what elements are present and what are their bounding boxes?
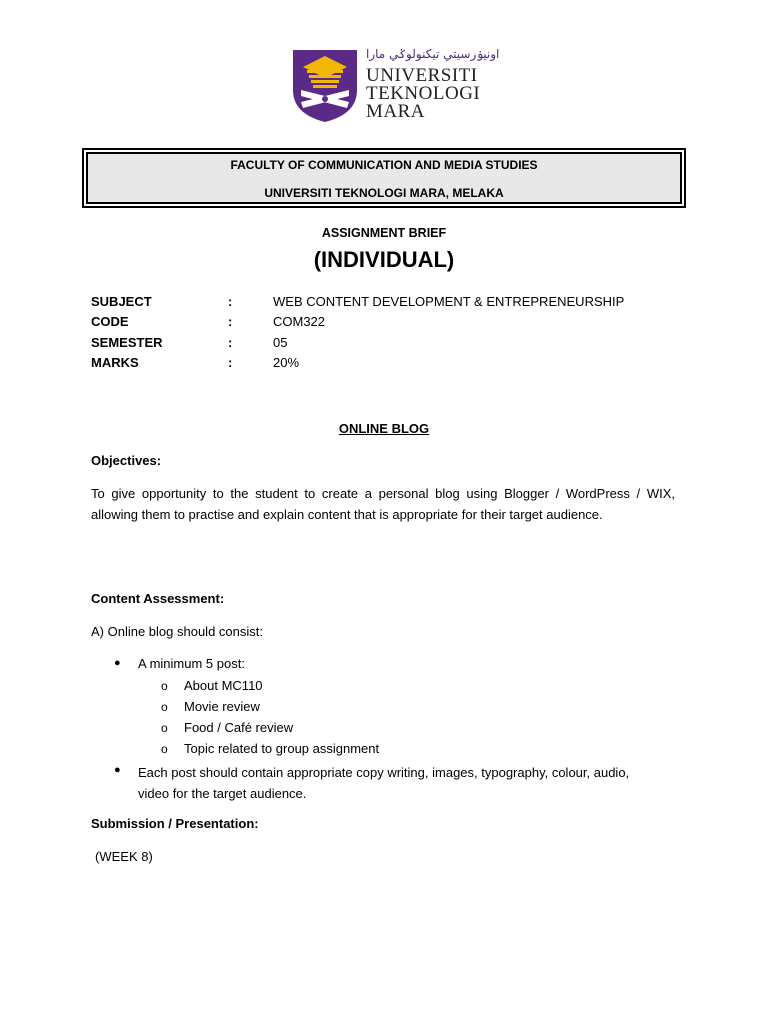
detail-value-subject: WEB CONTENT DEVELOPMENT & ENTREPRENEURSHIP	[273, 294, 625, 309]
detail-value-code: COM322	[273, 314, 326, 329]
bullet-minimum-posts: A minimum 5 post:	[138, 656, 245, 671]
uitm-crest-icon	[291, 46, 361, 124]
detail-label-marks: MARKS	[91, 355, 139, 370]
bullet-icon: ●	[114, 657, 121, 669]
logo-line-3: MARA	[366, 101, 426, 122]
sub-item-topic: Topic related to group assignment	[184, 741, 380, 756]
detail-value-semester: 05	[273, 335, 288, 350]
university-name: UNIVERSITI TEKNOLOGI MARA, MELAKA	[264, 186, 504, 200]
logo-line-1: UNIVERSITI	[366, 65, 478, 86]
faculty-header-box	[82, 148, 686, 208]
detail-label-code: CODE	[91, 314, 129, 329]
objectives-text: To give opportunity to the student to create a personal blog using Blogger / WordPress / WIX, allowing them to practise and explain content that is appropriate for their target audience.	[91, 486, 675, 522]
detail-colon: :	[228, 335, 233, 350]
submission-week: (WEEK 8)	[95, 849, 153, 864]
detail-value-marks: 20%	[273, 355, 300, 370]
sub-bullet-icon: o	[161, 742, 168, 756]
sub-bullet-icon: o	[161, 721, 168, 735]
section-title: ONLINE BLOG	[338, 421, 430, 436]
detail-label-subject: SUBJECT	[91, 294, 152, 309]
logo-line-2: TEKNOLOGI	[366, 83, 481, 104]
detail-colon: :	[228, 355, 233, 370]
bullet-post-requirements: Each post should contain appropriate copy writing, images, typography, colour, audio, video for the target audience.	[138, 765, 630, 801]
detail-colon: :	[228, 294, 233, 309]
submission-heading: Submission / Presentation:	[91, 816, 259, 831]
sub-bullet-icon: o	[161, 700, 168, 714]
bullet-icon: ●	[114, 764, 121, 776]
detail-colon: :	[228, 314, 233, 329]
sub-item-food: Food / Café review	[184, 720, 294, 735]
content-assessment-intro: A) Online blog should consist:	[91, 624, 263, 639]
assignment-type-title: (INDIVIDUAL)	[313, 247, 455, 272]
sub-item-about: About MC110	[184, 678, 263, 693]
faculty-name: FACULTY OF COMMUNICATION AND MEDIA STUDIES	[230, 158, 538, 172]
sub-bullet-icon: o	[161, 679, 168, 693]
objectives-heading: Objectives:	[91, 453, 162, 468]
content-assessment-heading: Content Assessment:	[91, 591, 225, 606]
sub-item-movie: Movie review	[184, 699, 260, 714]
logo-arabic-text: اونيۏرسيتي تيكنولوݢي مارا	[366, 47, 500, 61]
detail-label-semester: SEMESTER	[91, 335, 163, 350]
assignment-brief-title: ASSIGNMENT BRIEF	[321, 226, 447, 240]
